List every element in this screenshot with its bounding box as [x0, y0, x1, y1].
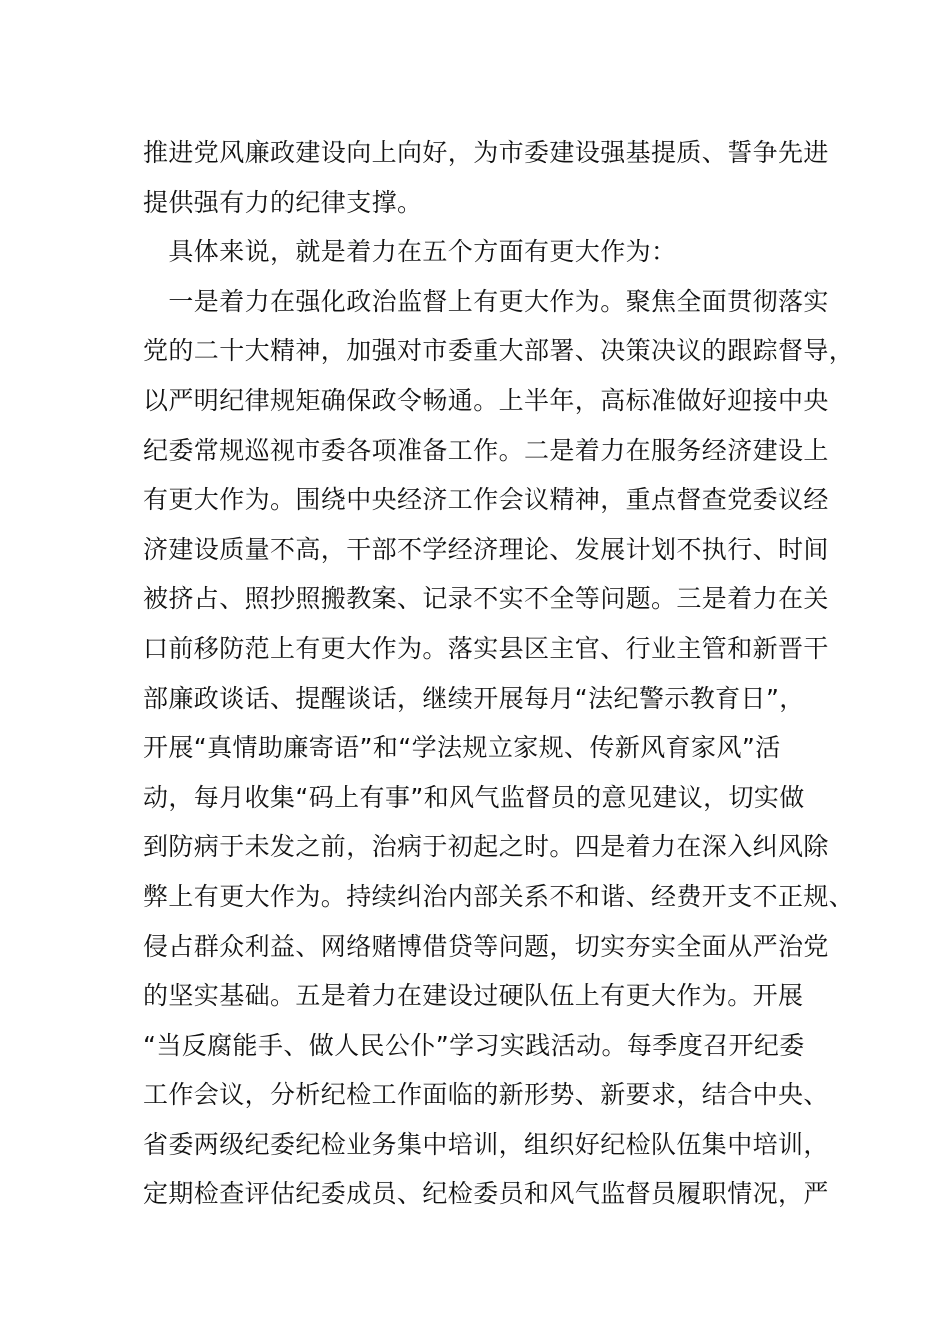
text-line: 动，每月收集“码上有事”和风气监督员的意见建议，切实做 [143, 782, 805, 812]
text-line: 弊上有更大作为。持续纠治内部关系不和谐、经费开支不正规、 [143, 881, 855, 911]
text-line: 以严明纪律规矩确保政令畅通。上半年，高标准做好迎接中央 [143, 385, 829, 415]
text-line: 部廉政谈话、提醒谈话，继续开展每月“法纪警示教育日”， [143, 683, 805, 713]
text-line: 一是着力在强化政治监督上有更大作为。聚焦全面贯彻落实 [143, 286, 829, 316]
text-line: 被挤占、照抄照搬教案、记录不实不全等问题。三是着力在关 [143, 584, 829, 614]
text-line: 定期检查评估纪委成员、纪检委员和风气监督员履职情况，严 [143, 1179, 829, 1209]
text-line: 党的二十大精神，加强对市委重大部署、决策决议的跟踪督导， [143, 336, 855, 366]
text-line: 济建设质量不高，干部不学经济理论、发展计划不执行、时间 [143, 534, 829, 564]
text-line: 有更大作为。围绕中央经济工作会议精神，重点督查党委议经 [143, 485, 829, 515]
text-line: 开展“真情助廉寄语”和“学法规立家规、传新风育家风”活 [143, 733, 781, 763]
text-line: 口前移防范上有更大作为。落实县区主官、行业主管和新晋干 [143, 633, 829, 663]
text-line: 到防病于未发之前，治病于初起之时。四是着力在深入纠风除 [143, 832, 829, 862]
text-line: 侵占群众利益、网络赌博借贷等问题，切实夯实全面从严治党 [143, 931, 829, 961]
text-line: “当反腐能手、做人民公仆”学习实践活动。每季度召开纪委 [143, 1030, 805, 1060]
text-line: 的坚实基础。五是着力在建设过硬队伍上有更大作为。开展 [143, 981, 804, 1011]
text-line: 具体来说，就是着力在五个方面有更大作为： [143, 237, 677, 267]
text-line: 工作会议，分析纪检工作面临的新形势、新要求，结合中央、 [143, 1080, 829, 1110]
text-line: 推进党风廉政建设向上向好，为市委建设强基提质、誓争先进 [143, 138, 829, 167]
text-line: 提供强有力的纪律支撑。 [143, 187, 423, 217]
body-text [143, 128, 855, 1219]
text-line: 纪委常规巡视市委各项准备工作。二是着力在服务经济建设上 [143, 435, 829, 465]
text-line: 省委两级纪委纪检业务集中培训，组织好纪检队伍集中培训， [143, 1129, 829, 1159]
